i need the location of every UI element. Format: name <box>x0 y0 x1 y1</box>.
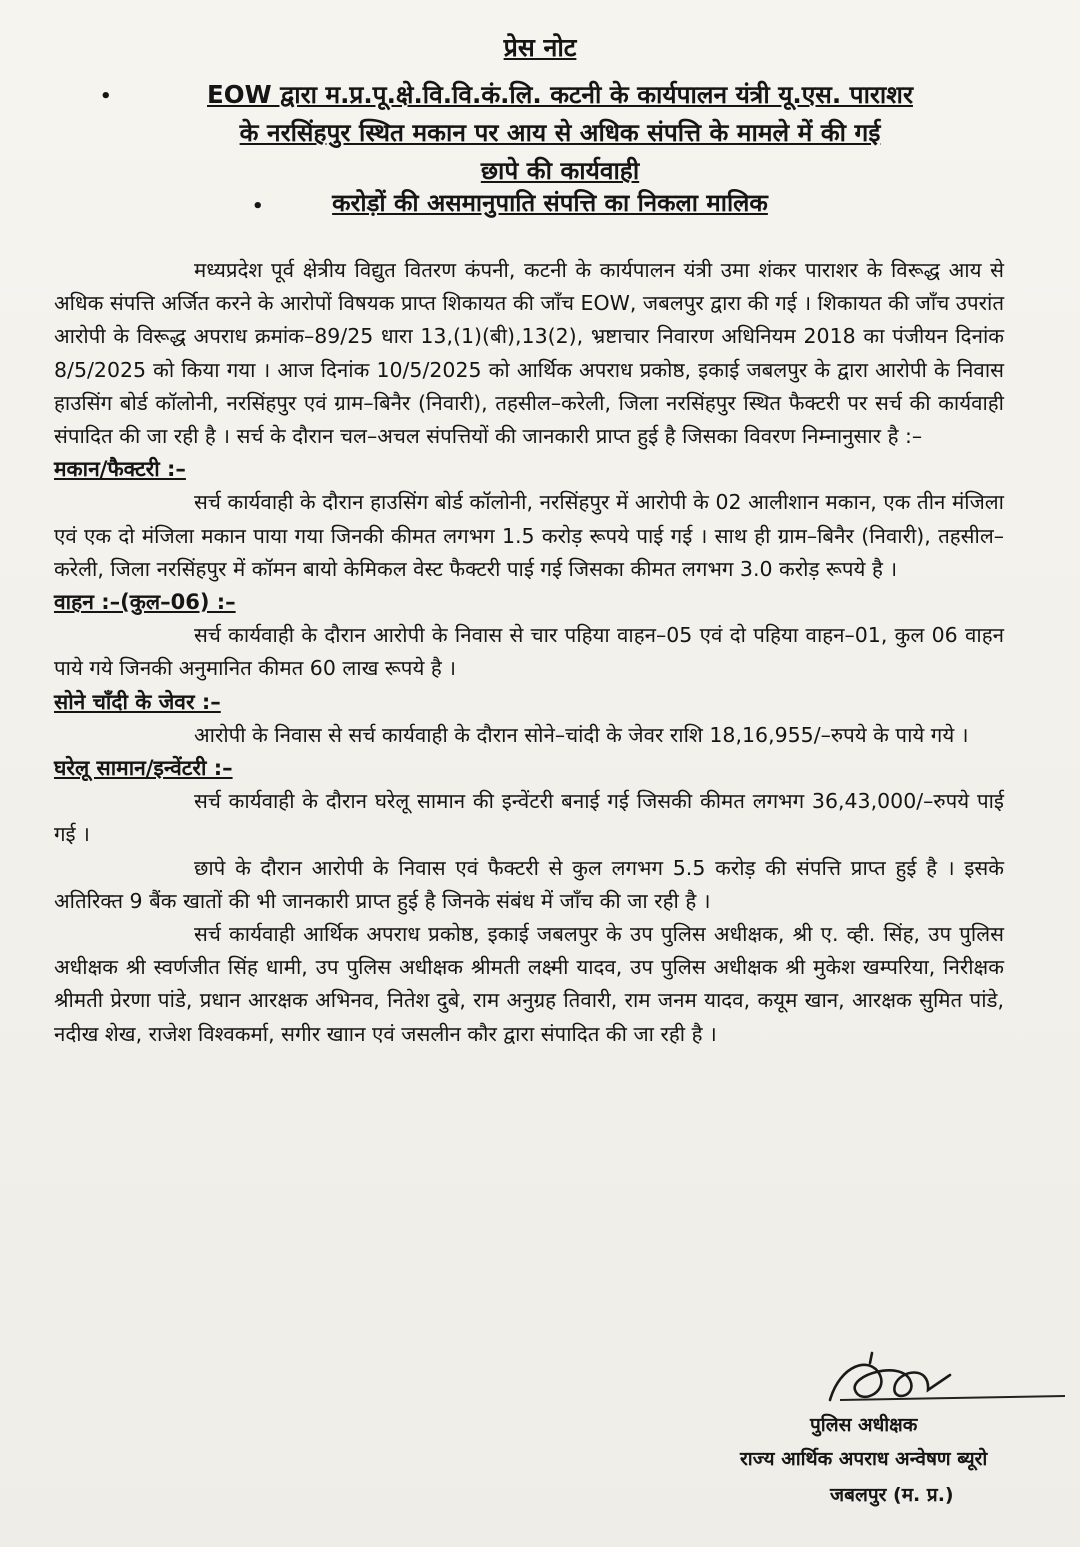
section-heading-vehicles: वाहन :–(कुल–06) :– <box>54 590 236 615</box>
press-note-title: प्रेस नोट <box>503 33 577 62</box>
section-heading-house-factory: मकान/फैक्टरी :– <box>54 457 186 482</box>
section-heading-jewellery: सोने चाँदी के जेवर :– <box>54 689 221 714</box>
summary-paragraph: छापे के दौरान आरोपी के निवास एवं फैक्टरी से कुल लगभग 5.5 करोड़ की संपत्ति प्राप्त हुई है । इसके अतिरिक्त 9 बैंक खातों की भी जानकारी प्राप्त हुई है जिनके संबंध में जाँच की जा रही है । <box>54 855 1004 913</box>
section-heading-inventory: घरेलू सामान/इन्वेंटरी :– <box>54 756 233 781</box>
handwritten-signature <box>810 1345 1010 1420</box>
subheadline: करोड़ों की असमानुपाति संपत्ति का निकला मालिक <box>332 189 768 217</box>
signature-designation: पुलिस अधीक्षक <box>810 1414 918 1436</box>
signature-department: राज्य आर्थिक अपराध अन्वेषण ब्यूरो <box>740 1448 988 1470</box>
headline-bullet: • <box>100 86 112 107</box>
team-paragraph: सर्च कार्यवाही आर्थिक अपराध प्रकोष्ठ, इकाई जबलपुर के उप पुलिस अधीक्षक, श्री ए. व्ही. सिंह, उप पुलिस अधीक्षक श्री स्वर्णजीत सिंह धामी, उप पुलिस अधीक्षक श्रीमती लक्ष्मी यादव, उप पुलिस अधीक्षक श्री मुकेश खम्परिया, निरीक्षक श्रीमती प्रेरणा पांडे, प्रधान आरक्षक अभिनव, नितेश दुबे, राम अनुग्रह तिवारी, राम जनम यादव, कयूम खान, आरक्षक सुमित पांडे, नदीख शेख, राजेश विश्वकर्मा, सगीर खाान एवं जसलीन कौर द्वारा संपादित की जा रही है । <box>54 922 1004 1046</box>
section-text-jewellery: आरोपी के निवास से सर्च कार्यवाही के दौरान सोने–चांदी के जेवर राशि 18,16,955/–रुपये के पाये गये । <box>194 722 969 747</box>
section-text-vehicles: सर्च कार्यवाही के दौरान आरोपी के निवास से चार पहिया वाहन–05 एवं दो पहिया वाहन–01, कुल 06 वाहन पाये गये जिनकी अनुमानित कीमत 60 लाख रूपये है । <box>54 623 1004 681</box>
headline-line: EOW द्वारा म.प्र.पू.क्षे.वि.वि.कं.लि. कटनी के कार्यपालन यंत्री यू.एस. पाराशर <box>207 80 913 109</box>
subheadline-bullet: • <box>252 196 264 217</box>
signature-location: जबलपुर (म. प्र.) <box>830 1484 954 1506</box>
section-text-inventory: सर्च कार्यवाही के दौरान घरेलू सामान की इन्वेंटरी बनाई गई जिसकी कीमत लगभग 36,43,000/–रुपये पाई गई । <box>54 789 1004 847</box>
signature-block <box>700 1345 1070 1515</box>
intro-paragraph: मध्यप्रदेश पूर्व क्षेत्रीय विद्युत वितरण कंपनी, कटनी के कार्यपालन यंत्री उमा शंकर पाराशर के विरूद्ध आय से अधिक संपत्ति अर्जित करने के आरोपों विषयक प्राप्त शिकायत की जाँच EOW, जबलपुर द्वारा की गई । शिकायत की जाँच उपरांत आरोपी के विरूद्ध अपराध क्रमांक–89/25 धारा 13,(1)(बी),13(2), भ्रष्टाचार निवारण अधिनियम 2018 का पंजीयन दिनांक 8/5/2025 को किया गया । आज दिनांक 10/5/2025 को आर्थिक अपराध प्रकोष्ठ, इकाई जबलपुर के द्वारा आरोपी के निवास हाउसिंग बोर्ड कॉलोनी, नरसिंहपुर एवं ग्राम–बिनैर (निवारी), तहसील–करेली, जिला नरसिंहपुर स्थित फैक्टरी पर सर्च की कार्यवाही संपादित की जा रही है । सर्च के दौरान चल–अचल संपत्तियों की जानकारी प्राप्त हुई है जिसका विवरण निम्नानुसार है :– <box>54 258 1004 449</box>
headline <box>130 76 990 190</box>
headline-line: छापे की कार्यवाही <box>480 156 640 185</box>
headline-line: के नरसिंहपुर स्थित मकान पर आय से अधिक संपत्ति के मामले में की गई <box>239 118 881 147</box>
press-note-body <box>54 254 1004 1051</box>
section-text-house-factory: सर्च कार्यवाही के दौरान हाउसिंग बोर्ड कॉलोनी, नरसिंहपुर में आरोपी के 02 आलीशान मकान, एक तीन मंजिला एवं एक दो मंजिला मकान पाया गया जिनकी कीमत लगभग 1.5 करोड़ रूपये पाई गई । साथ ही ग्राम–बिनैर (निवारी), तहसील–करेली, जिला नरसिंहपुर में कॉमन बायो केमिकल वेस्ट फैक्टरी पाई गई जिसका कीमत लगभग 3.0 करोड़ रूपये है । <box>54 490 1004 581</box>
